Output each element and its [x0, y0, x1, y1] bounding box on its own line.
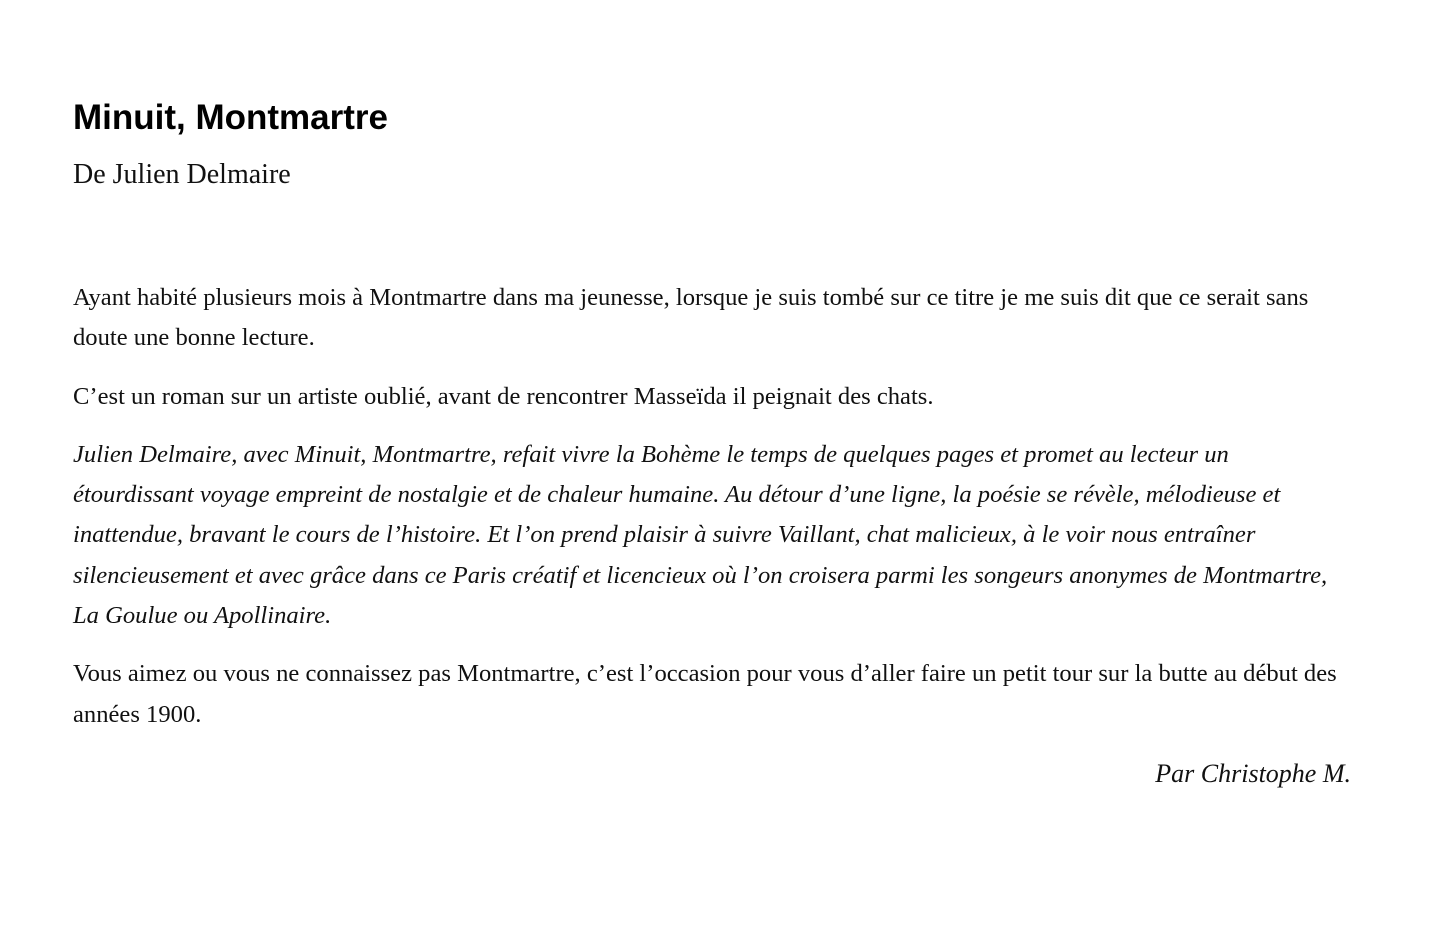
signature: Par Christophe M. [1155, 759, 1351, 788]
quoted-paragraph: Julien Delmaire, avec Minuit, Montmartre, refait vivre la Bohème le temps de quelques pages et promet au lecteur un étourdissant voyage empreint de nostalgie et de chaleur humaine. Au détour d’une ligne, la poésie se révèle, mélodieuse et inattendue, bravant le cours de l’histoire. Et l’on prend plaisir à suivre Vaillant, chat malicieux, à le voir nous entraîner silencieusement et avec grâce dans ce Paris créatif et licencieux où l’on croisera parmi les songeurs anonymes de Montmartre, La Goulue ou Apollinaire. [73, 440, 1328, 630]
author-line: De Julien Delmaire [73, 159, 291, 190]
paragraph-conclusion: Vous aimez ou vous ne connaissez pas Montmartre, c’est l’occasion pour vous d’aller faire un petit tour sur la butte au début des années 1900. [73, 660, 1337, 728]
article-body [73, 278, 1353, 753]
page-title: Minuit, Montmartre [73, 98, 388, 137]
paragraph-intro: Ayant habité plusieurs mois à Montmartre dans ma jeunesse, lorsque je suis tombé sur ce titre je me suis dit que ce serait sans doute une bonne lecture. [73, 284, 1309, 352]
paragraph-summary: C’est un roman sur un artiste oublié, avant de rencontrer Masseïda il peignait des chats. [73, 382, 934, 410]
